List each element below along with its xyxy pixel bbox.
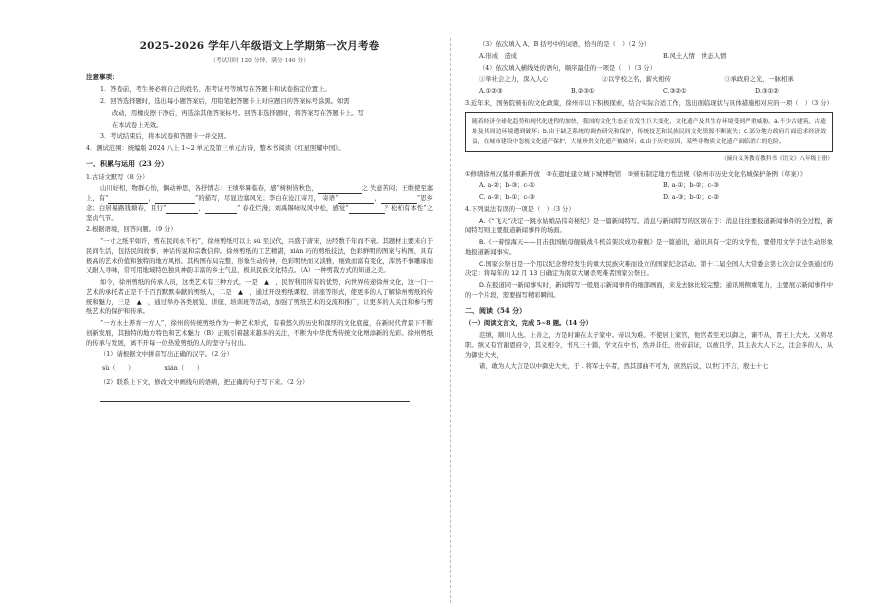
- statement: ②以学校之名，薪火相传: [601, 76, 671, 84]
- text: 失意苦闷；王维使至塞上，有“: [86, 185, 433, 203]
- text: ，: [198, 204, 206, 212]
- text: 之: [361, 185, 368, 193]
- statement: ③承政府之光，一脉相承: [724, 76, 794, 84]
- notice-item: 在本试卷上无效。: [112, 121, 163, 129]
- exam-subtitle: （考试用时 120 分钟，满分 140 分）: [209, 58, 310, 65]
- answer-blank[interactable]: [166, 207, 198, 214]
- option[interactable]: D. a-③；b-①；c-②: [663, 194, 720, 202]
- section-heading: 一、积累与运用（23 分）: [86, 158, 169, 168]
- text: ”的描写，尽显边塞风光；: [195, 195, 269, 203]
- left-column: [86, 38, 433, 603]
- notice-item: 改动，用橡皮擦干净后，再选涂其他答案标号。回答非选择题时，将答案写在答题卡上。写: [112, 109, 364, 117]
- option-row: [465, 52, 833, 62]
- material-text: 随着经济全球化趋势和现代化进程的加快，我国的文化生态正在发生巨大变化，文化遗产及其生存环境受到严重威胁。a.不少古建筑、古遗址及其周边环境遭到破坏；b.由于缺乏系统的调查研究和保护，传统技艺和民族民间文化资源不断流失；c.部分地方政府片面追求经济效益，在城市建设中忽视文化遗产保护，大量珍贵文化遗产被破坏；d.由于历史原因，某些非物质文化遗产面临消亡的危险。: [472, 118, 826, 145]
- option-row: [465, 193, 833, 203]
- text: 寄语“: [322, 195, 339, 203]
- answer-blank[interactable]: [381, 197, 417, 204]
- material-box: [465, 112, 833, 152]
- pinyin-blank[interactable]: sù（ ）: [102, 365, 135, 373]
- option[interactable]: A.①②③: [479, 88, 503, 95]
- option[interactable]: C. a-②；b-①；c-③: [479, 194, 535, 202]
- option[interactable]: A.形成 造成: [479, 52, 518, 60]
- option-text[interactable]: B.《一着惊海天——目击我国航母舰载战斗机首架次成功着舰》是一篇通讯，通讯具有一定的文学性，要借用文学手法生动形象地报道新闻事实。: [465, 239, 833, 256]
- option-row: [465, 181, 833, 191]
- question-title: 2.根据语境，回答问题。（9 分）: [86, 226, 177, 234]
- measures-list: ①修缮徐州汉墓并重新开放 ②在遗址建立城下城博物馆 ③颁布制定地方性法规《徐州市历史文化名城保护条例（草案）》: [465, 170, 807, 178]
- sub-question: （1）请根据文中拼音写出正确的汉字。（2 分）: [100, 351, 233, 359]
- material-source: （摘自义务教育教科书《语文》八年级上册）: [721, 155, 833, 162]
- reading-paragraph: “一寸之纸平如许，剪在民间永不朽”，徐州剪纸可以上 sù 至汉代，兴盛于唐宋，历经数千年而不衰。其题材主要来自于民间生活，包括民间故事、神话传说和宗教信仰。徐州剪纸的工艺精湛，xián 巧的剪纸技法，色彩鲜明的图案与构图，具有极高的艺术价值和独特的地方风格。其构图布局完整，形象生动传神，色彩明快而又淡雅，细致而富有变化，浑然不事雕琢而又耐人寻味，常可用地域特色独具神韵丰富的乡土气息，极具民族文化特点。（A）一种剪裁方式的知道之美。: [86, 238, 433, 275]
- text: 春花烂漫；刘禹锡咏叹风中松，感觉“: [242, 204, 349, 212]
- question-title: 4.下列说法有误的一项是（ ）（3 分）: [465, 205, 575, 213]
- pinyin-blank[interactable]: xián（ ）: [164, 365, 204, 373]
- option-text[interactable]: A.《“飞天”决定一跳水姑娘品伟奇秘纪》是一篇新闻特写。消息与新闻特写的区别在于：消息往往要报道新闻事件的全过程，新闻特写则主要报道新闻事件的场面。: [465, 217, 833, 235]
- answer-blank[interactable]: [338, 197, 374, 204]
- pinyin-answers: [86, 364, 433, 374]
- text: ，: [374, 195, 381, 203]
- option[interactable]: D.③①②: [755, 88, 779, 95]
- text: 山川好相，物群心怡，偶动神思，各抒情志：王绩举暑临春，感“树树皆秋色，: [100, 185, 318, 193]
- notice-item: 4．测试范围：统编版 2024 八上 1~2 单元及第三单元古诗，整本书阅读《红星照耀中国》。: [86, 145, 345, 153]
- option[interactable]: A. a-②；b-③；c-①: [479, 182, 535, 190]
- question-title: 3.近年来，国务院颁布的文化政策，徐州市以下积极探索，结合实际合适工作，选出面临现状与具体措施相对应的一项（ ）（3 分）: [465, 99, 833, 107]
- exam-title: 2025-2026 学年八年级语文上学期第一次月考卷: [139, 40, 380, 52]
- statement: ①举社会之力，深入人心: [479, 76, 549, 84]
- option-text[interactable]: C.国家公祭日是一个用以纪念曾经发生的重大民族灾难而设立的国家纪念活动。第十二届全国人大常委会第七次会议全票通过的决定：将每年的 12 月 13 日确定为南京大屠杀死难者国家公祭日。: [465, 260, 833, 278]
- reading-paragraph: 如今，徐州剪纸的传承人员，这类艺术有三种方式，一是 ▲ ，民智利用所有的优势，向世界传递徐州文化，这一门一艺术的承托者正是千千百百默默奉献的剪纸人，二是 ▲ ，通过开设剪纸课程、讲座等形式，使更多的人了解徐州剪纸的传统和魅力，三是 ▲ ，通过举办各类展览、讲座、培训班等活动，加强了剪纸艺术的交流和推广，让更多的人关注和参与剪纸艺术的保护和传承。: [86, 279, 433, 316]
- option[interactable]: B. a-①；b-②；c-③: [663, 182, 719, 190]
- text: ”: [237, 204, 241, 212]
- text: 李白在沧江寄月，: [268, 195, 321, 203]
- option[interactable]: B.风土人情 世态人情: [663, 52, 727, 60]
- text: ？: [384, 204, 392, 212]
- option-text[interactable]: D.在报道同一新闻事实时，新闻特写一般展示新闻事件的细部画面，来龙去脉比较完整；通讯则侧重笔力，主要展示新闻事件中的一个片段，需要描写精彩瞬间。: [465, 282, 833, 299]
- text: ”思乡念；白居易路钱塘春，且行“: [86, 195, 433, 212]
- notice-item: 1．答卷前，考生务必将自己的姓名、准考证号等填写在答题卡和试卷指定位置上。: [100, 86, 331, 94]
- question-title: 1.古诗文默写（8 分）: [86, 173, 149, 181]
- notice-item: 3．考试结束后，将本试卷和答题卡一并交回。: [100, 133, 230, 141]
- poem-fill-paragraph: 山川好相，物群心怡，偶动神思，各抒情志：王绩举暑临春，感“树树皆秋色， 之 失意苦闷；王维使至塞上，有“ ， ”的描写，尽显边塞风光；李白在沧江寄月， 寄语“ ， ”思乡念；白居易路钱塘春，且行“ ， ” 春花烂漫；刘禹锡咏叹风中松，感觉“ ？松柏有本性”之坚贞气节。: [86, 185, 433, 222]
- option[interactable]: C.③②①: [663, 88, 687, 95]
- sub-question: （4）依次填入横线处的语句，顺序最佳的一项是（ ）（3 分）: [479, 64, 656, 72]
- option-row: [465, 87, 833, 97]
- answer-line[interactable]: [100, 392, 410, 402]
- right-column: [465, 38, 833, 603]
- text: 松柏有本性”之坚贞气节。: [86, 204, 433, 222]
- reading-paragraph: “一方水土养育一方人”，徐州的传统剪纸作为一种艺术形式，有着悠久的历史和深厚的文化底蕴，在新时代背景下不断创新发展，其独特的地方特色和艺术魅力（B）正吸引着越来越多的关注，不断为中华优秀传统文化增添新的光彩。徐州剪纸的传承与发展，离不开每一位热爱剪纸的人的坚守与付出。: [86, 320, 433, 347]
- notice-heading: 注意事项：: [86, 73, 119, 82]
- answer-blank[interactable]: [108, 197, 148, 204]
- classical-text: 范缜，顺川人也。上善之，方是时谏在太子家中。帝以为难。不使居上家官，他官者至无以御之，谏不从，晋王上大夫。又将尽职。缜又有官谢恩府令，其义相令，书凡三十篇，学文在中书，然并非任，贵帝前证，以被且学，其主表大人下之，注会多的人，从为御史大夫，: [465, 332, 833, 359]
- answer-blank[interactable]: [155, 197, 195, 204]
- answer-blank[interactable]: [205, 207, 237, 214]
- answer-blank[interactable]: [349, 207, 385, 214]
- notice-item: 2．回答选择题时，选出每小题答案后，用铅笔把答题卡上对应题目的答案标号涂黑。如需: [100, 98, 350, 106]
- section-heading: 二、阅读（54 分）: [465, 305, 527, 315]
- column-divider: [450, 38, 451, 603]
- classical-text: 诸，敢为人大言是以中御史大夫，于 . 将军士卒者，然其部曲不可为，庶然后议，以世门不言，殷士十七: [479, 363, 769, 371]
- statement-row: [465, 75, 833, 85]
- answer-blank[interactable]: [318, 187, 362, 194]
- sub-question: （2）联系上下文，修改文中画线句的语病，把正确的句子写下来。（2 分）: [100, 378, 309, 386]
- sub-question: （3）依次填入 A、B 括号中的词语，恰当的是（ ）（2 分）: [479, 41, 651, 48]
- option[interactable]: B.②③①: [571, 88, 595, 95]
- sub-section-heading: （一）阅读文言文，完成 5~8 题。（14 分）: [465, 320, 592, 328]
